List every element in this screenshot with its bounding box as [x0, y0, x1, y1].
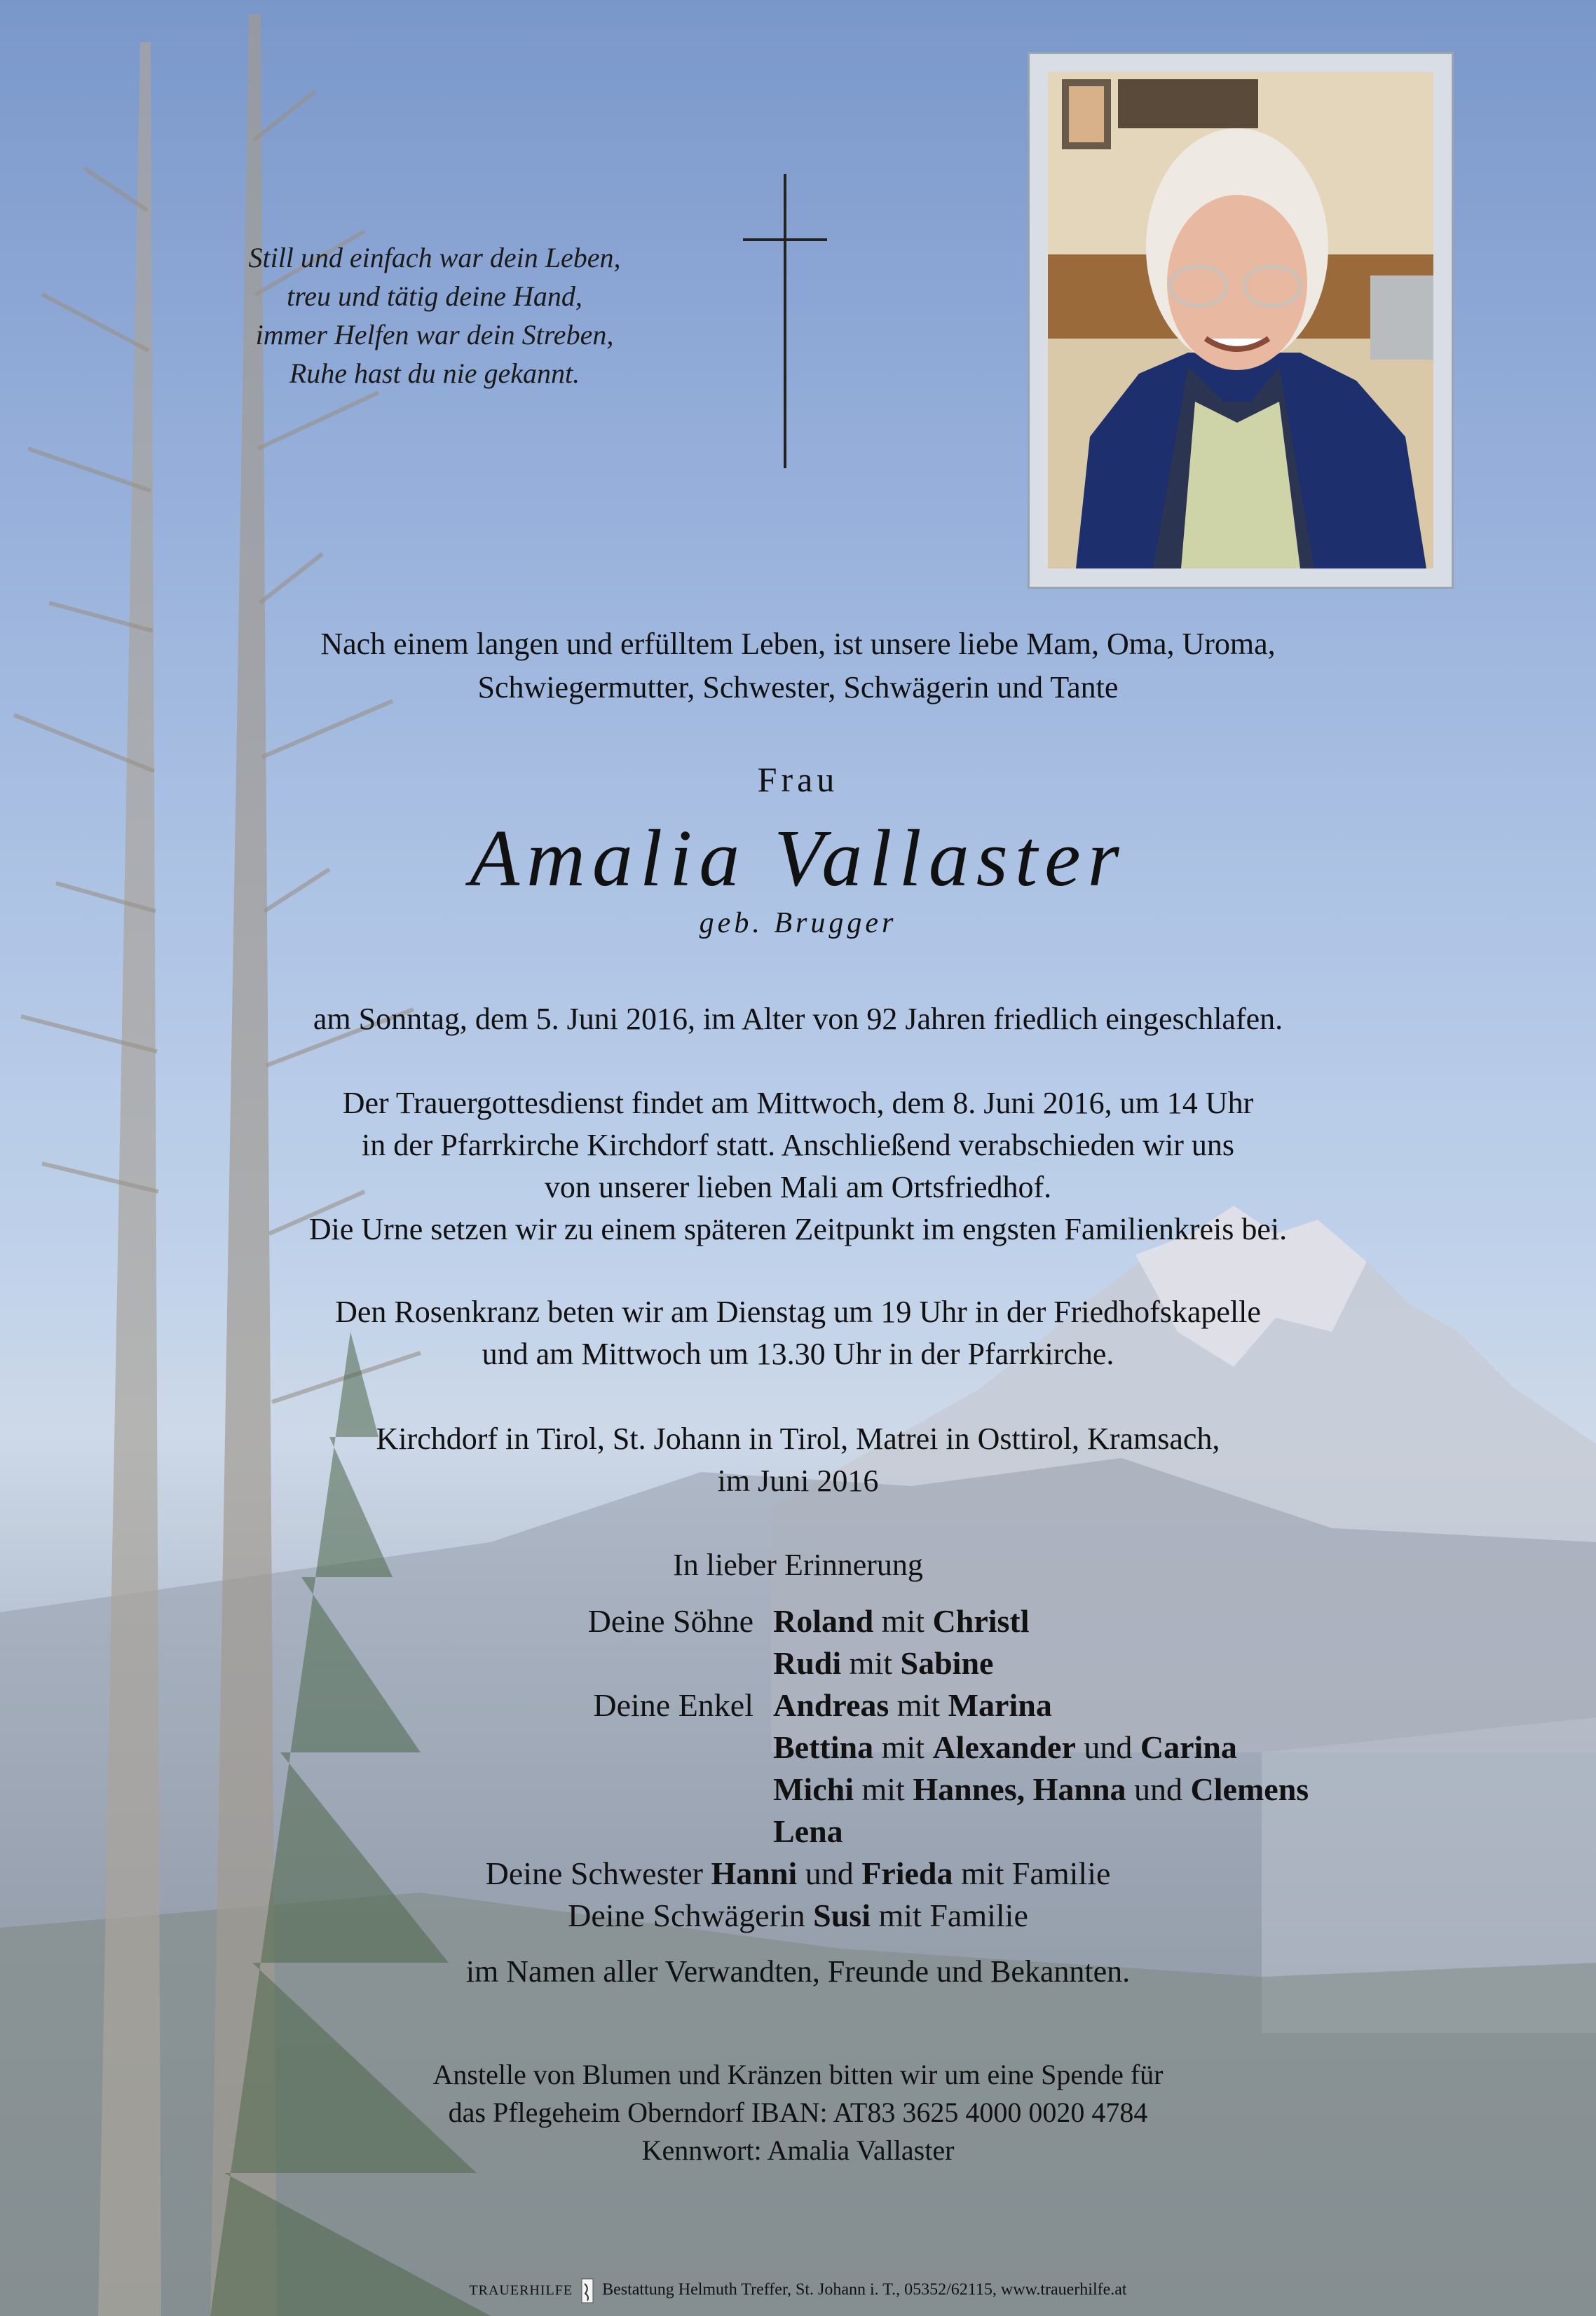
intro-line: Schwiegermutter, Schwester, Schwägerin und Tante [477, 670, 1119, 704]
on-behalf-text: im Namen aller Verwandten, Freunde und Bekannten. [465, 1954, 1131, 1989]
intro-line: Nach einem langen und erfülltem Leben, ist unsere liebe Mam, Oma, Uroma, [320, 627, 1276, 661]
poem-line: Ruhe hast du nie gekannt. [289, 357, 580, 389]
family-entry: Roland mit Christl [773, 1603, 1030, 1639]
donation-line: Anstelle von Blumen und Kränzen bitten wir um eine Spende für [432, 2059, 1164, 2090]
trauerhilfe-logo-icon [581, 2278, 594, 2303]
donation-line: Kennwort: Amalia Vallaster [641, 2134, 955, 2166]
rosary-text [0, 1291, 1596, 1375]
donation-line: das Pflegeheim Oberndorf IBAN: AT83 3625 4000 0020 4784 [448, 2097, 1148, 2128]
title-frau: Frau [757, 760, 839, 799]
family-entry: Rudi mit Sabine [773, 1645, 994, 1681]
family-entry: Bettina mit Alexander und Carina [773, 1729, 1237, 1765]
intro-text [0, 622, 1596, 709]
portrait-photo [1048, 72, 1433, 568]
donation-text [0, 2056, 1596, 2169]
service-line: von unserer lieben Mali am Ortsfriedhof. [544, 1170, 1052, 1204]
service-line: Die Urne setzen wir zu einem späteren Zeitpunkt im engsten Familienkreis bei. [308, 1212, 1288, 1246]
funeral-service-text [0, 1082, 1596, 1251]
rosary-line: und am Mittwoch um 13.30 Uhr in der Pfarrkirche. [482, 1337, 1114, 1371]
poem [161, 238, 708, 393]
family-list [0, 1600, 1596, 1853]
family-entry: Lena [773, 1813, 843, 1849]
service-line: in der Pfarrkirche Kirchdorf statt. Anschließend verabschieden wir uns [361, 1128, 1235, 1162]
family-entry: Andreas mit Marina [773, 1687, 1052, 1723]
grandchildren-label: Deine Enkel [593, 1687, 753, 1723]
poem-line: Still und einfach war dein Leben, [248, 242, 621, 273]
footer [0, 2278, 1596, 2303]
footer-text: Bestattung Helmuth Treffer, St. Johann i. T., 05352/62115, www.trauerhilfe.at [602, 2280, 1127, 2299]
places-text [0, 1418, 1596, 1502]
places-line: im Juni 2016 [717, 1464, 879, 1498]
deceased-name: Amalia Vallaster [470, 814, 1126, 904]
places-line: Kirchdorf in Tirol, St. Johann in Tirol, Matrei in Osttirol, Kramsach, [376, 1422, 1220, 1456]
sons-label: Deine Söhne [587, 1603, 753, 1639]
poem-line: immer Helfen war dein Streben, [255, 319, 614, 350]
death-line: am Sonntag, dem 5. Juni 2016, im Alter von 92 Jahren friedlich eingeschlafen. [313, 1002, 1283, 1036]
sister-line: Deine Schwester Hanni und Frieda mit Familie [485, 1855, 1111, 1891]
footer-brand: TRAUERHILFE [469, 2282, 573, 2298]
service-line: Der Trauergottesdienst findet am Mittwoch, dem 8. Juni 2016, um 14 Uhr [342, 1086, 1254, 1120]
portrait-frame [1028, 52, 1454, 589]
sister-in-law-line: Deine Schwägerin Susi mit Familie [568, 1898, 1028, 1933]
birth-name: geb. Brugger [699, 907, 897, 939]
poem-line: treu und tätig deine Hand, [287, 280, 582, 312]
family-entry: Michi mit Hannes, Hanna und Clemens [773, 1771, 1309, 1807]
rosary-line: Den Rosenkranz beten wir am Dienstag um 19 Uhr in der Friedhofskapelle [335, 1295, 1261, 1329]
memory-heading: In lieber Erinnerung [673, 1548, 923, 1582]
latin-cross-icon [729, 174, 841, 468]
